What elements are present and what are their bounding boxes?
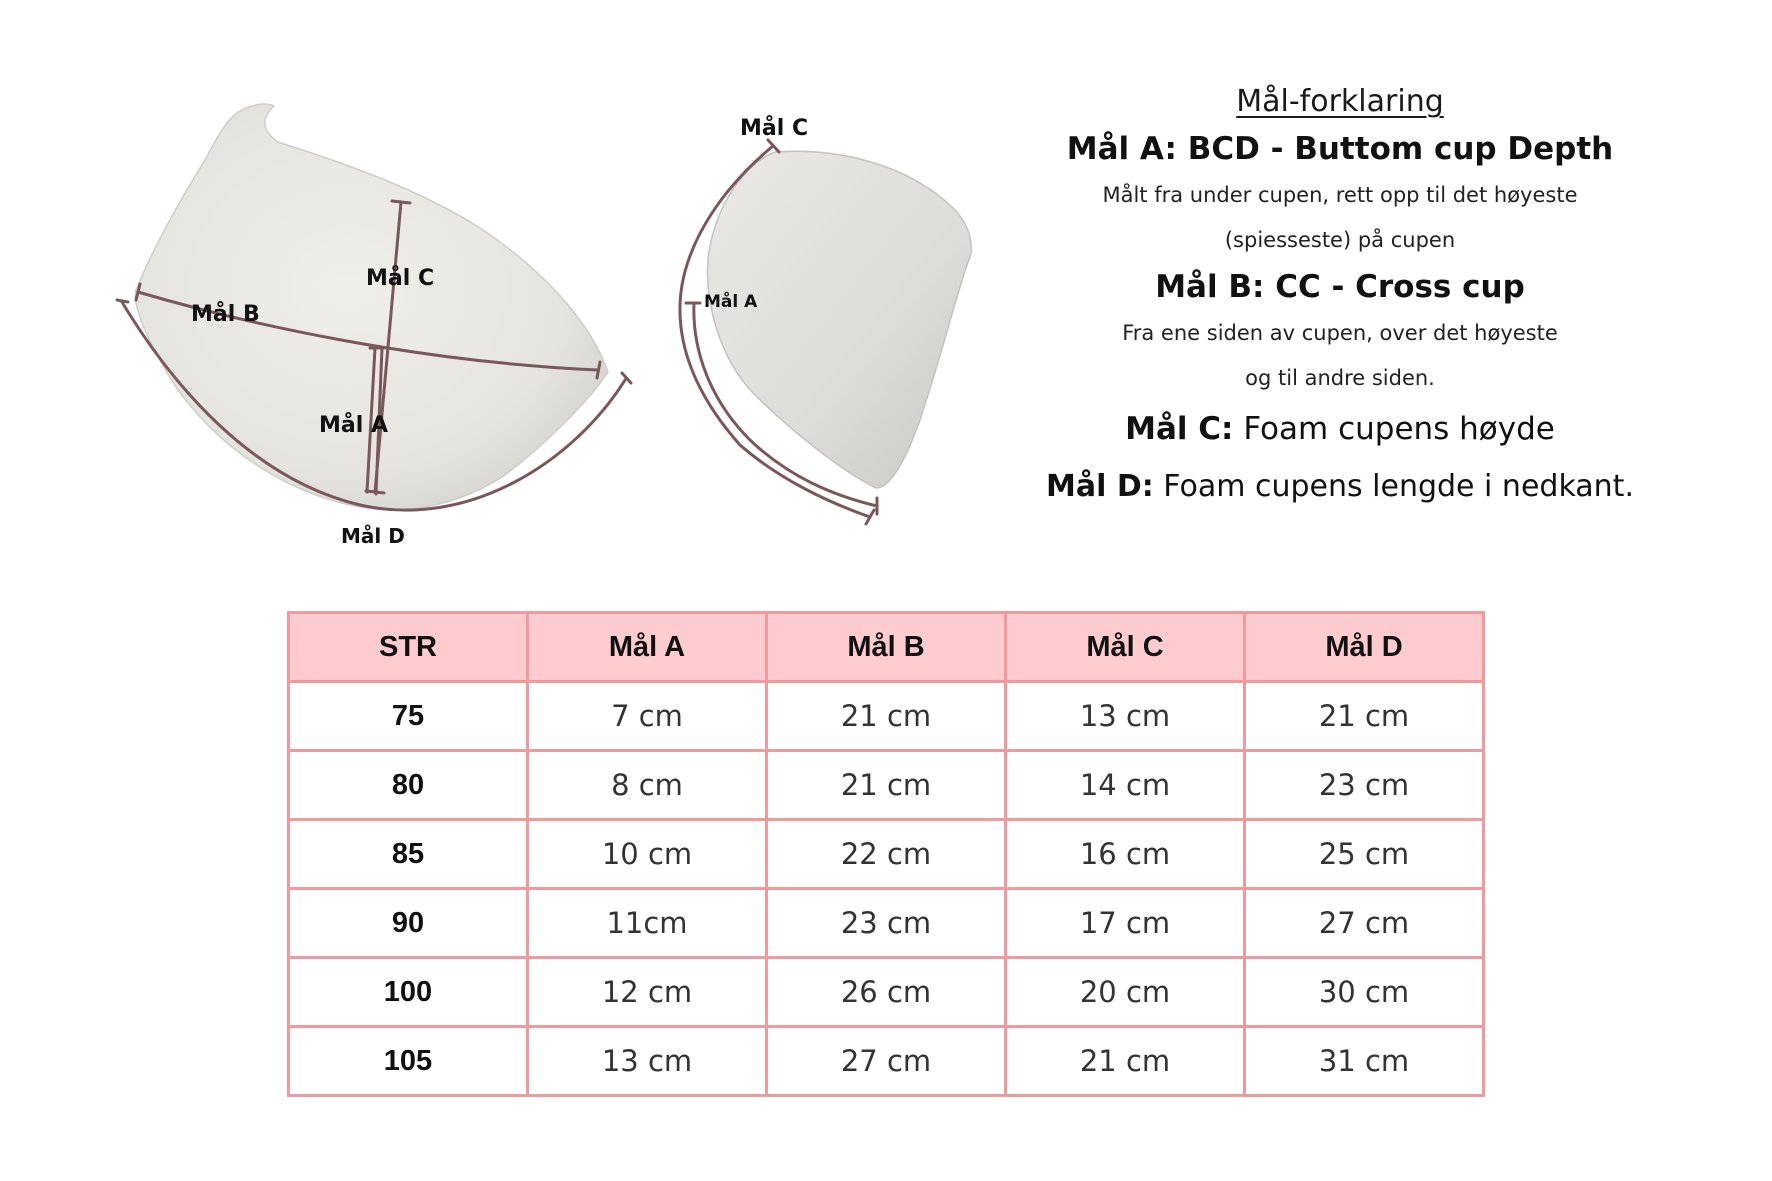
size-table-header-row (289, 613, 1484, 682)
measure-a-term: Mål A: BCD - Buttom cup Depth (1066, 131, 1614, 167)
size-cell: 85 (289, 820, 528, 889)
header-mal-b: Mål B (767, 613, 1006, 682)
measure-b-description-line2: og til andre siden. (1245, 366, 1435, 390)
mal-a-cell: 11cm (528, 889, 767, 958)
measure-c-text: Foam cupens høyde (1243, 411, 1555, 447)
mal-d-cell: 30 cm (1245, 958, 1484, 1027)
left-label-d: Mål D (341, 524, 405, 548)
mal-b-cell: 21 cm (767, 751, 1006, 820)
measure-b-term: Mål B: CC - Cross cup (1155, 269, 1525, 305)
left-cup-diagram (117, 104, 631, 548)
mal-a-cell: 12 cm (528, 958, 767, 1027)
measure-a-description-line1: Målt fra under cupen, rett opp til det høyeste (1102, 183, 1578, 207)
explanation-heading: Mål-forklaring (1236, 84, 1444, 119)
size-cell: 105 (289, 1027, 528, 1096)
mal-d-cell: 23 cm (1245, 751, 1484, 820)
mal-d-cell: 25 cm (1245, 820, 1484, 889)
mal-a-cell: 10 cm (528, 820, 767, 889)
measure-d-line (1010, 469, 1670, 504)
size-table (287, 611, 1485, 1097)
mal-d-cell: 27 cm (1245, 889, 1484, 958)
measure-d-text: Foam cupens lengde i nedkant. (1163, 469, 1634, 504)
mal-b-cell: 21 cm (767, 682, 1006, 751)
right-cup-diagram (680, 115, 971, 524)
mal-b-cell: 26 cm (767, 958, 1006, 1027)
mal-b-cell: 22 cm (767, 820, 1006, 889)
header-str: STR (289, 613, 528, 682)
table-row (289, 958, 1484, 1027)
left-label-c: Mål C (366, 266, 435, 291)
measure-c-label: Mål C: (1125, 411, 1234, 447)
mal-c-cell: 16 cm (1006, 820, 1245, 889)
mal-d-cell: 21 cm (1245, 682, 1484, 751)
mal-b-cell: 23 cm (767, 889, 1006, 958)
mal-c-cell: 17 cm (1006, 889, 1245, 958)
size-cell: 80 (289, 751, 528, 820)
right-label-c: Mål C (740, 116, 809, 141)
table-row (289, 820, 1484, 889)
table-row (289, 751, 1484, 820)
header-mal-c: Mål C (1006, 613, 1245, 682)
mal-b-cell: 27 cm (767, 1027, 1006, 1096)
cup-illustrations (0, 0, 1000, 560)
mal-c-cell: 20 cm (1006, 958, 1245, 1027)
mal-c-cell: 13 cm (1006, 682, 1245, 751)
header-mal-a: Mål A (528, 613, 767, 682)
mal-a-cell: 8 cm (528, 751, 767, 820)
mal-a-cell: 13 cm (528, 1027, 767, 1096)
size-cell: 90 (289, 889, 528, 958)
measurement-explanation (1010, 84, 1670, 504)
measure-a-description-line2: (spiesseste) på cupen (1224, 228, 1456, 252)
measure-b-description-line1: Fra ene siden av cupen, over det høyeste (1122, 321, 1558, 345)
left-label-a: Mål A (319, 413, 388, 438)
table-row (289, 1027, 1484, 1096)
left-label-b: Mål B (191, 302, 260, 327)
size-cell: 100 (289, 958, 528, 1027)
header-mal-d: Mål D (1245, 613, 1484, 682)
size-cell: 75 (289, 682, 528, 751)
mal-a-cell: 7 cm (528, 682, 767, 751)
right-label-a: Mål A (704, 292, 758, 312)
mal-c-cell: 14 cm (1006, 751, 1245, 820)
table-row (289, 682, 1484, 751)
table-row (289, 889, 1484, 958)
measure-c-line (1010, 411, 1670, 447)
mal-c-cell: 21 cm (1006, 1027, 1245, 1096)
mal-d-cell: 31 cm (1245, 1027, 1484, 1096)
measure-d-label: Mål D: (1046, 469, 1154, 504)
